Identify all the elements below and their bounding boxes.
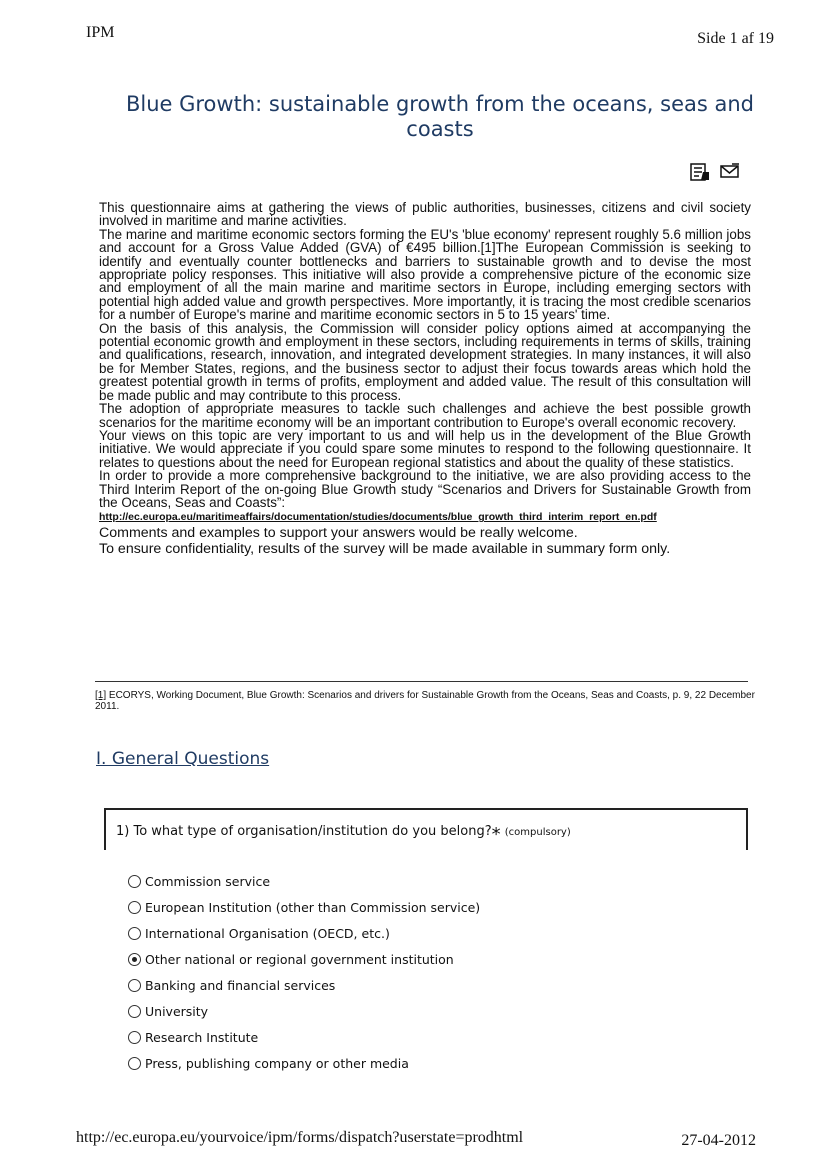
section-title: I. General Questions bbox=[96, 749, 270, 769]
option-national-regional-government[interactable] bbox=[128, 946, 480, 972]
organisation-options bbox=[128, 868, 480, 1076]
option-university[interactable] bbox=[128, 998, 480, 1024]
footer-url: http://ec.europa.eu/yourvoice/ipm/forms/dispatch?userstate=prodhtml bbox=[76, 1129, 524, 1146]
question-label bbox=[116, 824, 571, 845]
intro-paragraph: The marine and maritime economic sectors forming the EU's 'blue economy' represent roughly 5.6 million jobs and account for a Gross Value Added (GVA) of €495 billion.[1]The European Commission is seeking to identify and eventually counter bottlenecks and barriers to sustainable growth and to devise the most appropriate policy responses. This initiative will also provide a comprehensive picture of the economic size and employment of all the main marine and maritime sectors in Europe, including emerging sectors with potential high added value and growth perspectives. More importantly, it is tracing the most credible scenarios for a number of Europe's marine and maritime economic sectors in 5 to 15 years' time. bbox=[99, 226, 751, 323]
option-label: Press, publishing company or other media bbox=[145, 1055, 409, 1071]
header-page-counter: Side 1 af 19 bbox=[697, 30, 774, 47]
option-label: Banking and financial services bbox=[145, 977, 336, 993]
option-label: International Organisation (OECD, etc.) bbox=[145, 925, 390, 941]
intro-paragraph: This questionnaire aims at gathering the views of public authorities, businesses, citizens and civil society involved in maritime and marine activities. bbox=[99, 200, 751, 229]
report-link[interactable]: http://ec.europa.eu/maritimeaffairs/documentation/studies/documents/blue_growth_third_interim_report_en.pdf bbox=[99, 511, 657, 524]
required-note: (compulsory) bbox=[504, 827, 571, 838]
option-label: Research Institute bbox=[145, 1029, 259, 1045]
radio-button[interactable] bbox=[128, 927, 141, 940]
radio-button[interactable] bbox=[128, 1057, 141, 1070]
radio-button[interactable] bbox=[128, 1005, 141, 1018]
radio-button[interactable] bbox=[128, 901, 141, 914]
footnote-ref[interactable]: [1] bbox=[95, 690, 107, 701]
radio-button[interactable] bbox=[128, 1031, 141, 1044]
option-international-organisation[interactable] bbox=[128, 920, 480, 946]
option-press-media[interactable] bbox=[128, 1050, 480, 1076]
footer-date: 27-04-2012 bbox=[681, 1132, 756, 1149]
footnote-text: ECORYS, Working Document, Blue Growth: Scenarios and drivers for Sustainable Growth from the Oceans, Seas and Coasts, p. 9, 22 December 2011. bbox=[95, 690, 755, 712]
radio-button[interactable] bbox=[128, 979, 141, 992]
option-label: Other national or regional government institution bbox=[145, 951, 454, 967]
closing-confidentiality: To ensure confidentiality, results of the survey will be made available in summary form only. bbox=[99, 541, 671, 558]
option-label: European Institution (other than Commission service) bbox=[145, 899, 481, 915]
intro-paragraph: On the basis of this analysis, the Commission will consider policy options aimed at accompanying the potential economic growth and employment in these sectors, including requirements in terms of skills, training and qualifications, research, innovation, and integrated development strategies. In many instances, it will also be for Member States, regions, and the business sector to adjust their focus towards areas which hold the greatest potential growth in terms of profits, employment and added value. The result of this consultation will be made public and may contribute to this process. bbox=[99, 320, 751, 403]
question-box bbox=[104, 808, 748, 850]
footnote bbox=[95, 690, 755, 712]
required-star: * bbox=[491, 824, 501, 845]
option-banking-financial[interactable] bbox=[128, 972, 480, 998]
option-european-institution[interactable] bbox=[128, 894, 480, 920]
header-app-label: IPM bbox=[86, 24, 115, 41]
intro-paragraph: In order to provide a more comprehensive background to the initiative, we are also providing access to the Third Interim Report of the on-going Blue Growth study “Scenarios and Drivers for Sustainable Growth from the Oceans, Seas and Coasts”: bbox=[99, 468, 751, 510]
option-label: University bbox=[145, 1003, 209, 1019]
page-title: Blue Growth: sustainable growth from the oceans, seas and coasts bbox=[125, 92, 755, 141]
option-label: Commission service bbox=[145, 873, 271, 889]
toolbar bbox=[690, 163, 740, 181]
pdf-icon[interactable] bbox=[690, 163, 710, 181]
closing-comments: Comments and examples to support your answers would be really welcome. bbox=[99, 524, 578, 541]
intro-text bbox=[99, 201, 751, 558]
question-text: 1) To what type of organisation/institution do you belong? bbox=[116, 824, 492, 839]
email-icon[interactable] bbox=[720, 163, 740, 181]
intro-paragraph: Your views on this topic are very important to us and will help us in the development of the Blue Growth initiative. We would appreciate if you could spare some minutes to respond to the following questionnaire. It relates to questions about the need for European regional statistics and about the quality of these statistics. bbox=[99, 427, 751, 470]
option-research-institute[interactable] bbox=[128, 1024, 480, 1050]
radio-button-selected[interactable] bbox=[128, 953, 141, 966]
option-commission-service[interactable] bbox=[128, 868, 480, 894]
intro-paragraph: The adoption of appropriate measures to tackle such challenges and achieve the best possible growth scenarios for the maritime economy will be an important contribution to Europe's overall economic recovery. bbox=[99, 401, 751, 430]
footnote-divider bbox=[95, 681, 748, 682]
radio-button[interactable] bbox=[128, 875, 141, 888]
